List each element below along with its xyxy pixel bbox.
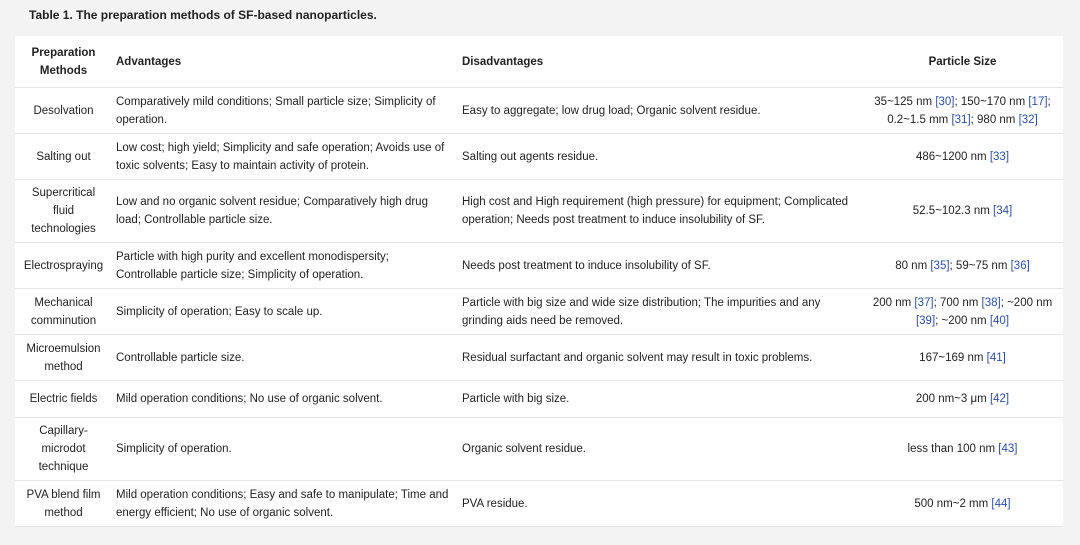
cell-disadvantages: Particle with big size and wide size distribution; The impurities and any grinding aids need be removed.: [456, 289, 862, 335]
reference-link[interactable]: [36]: [1010, 259, 1030, 272]
reference-link[interactable]: [32]: [1018, 113, 1038, 126]
table-caption: Table 1. The preparation methods of SF-based nanoparticles.: [29, 8, 377, 22]
size-text: 486~1200 nm: [915, 150, 990, 163]
table-row: [15, 180, 1063, 243]
cell-disadvantages: Salting out agents residue.: [456, 134, 862, 180]
reference-link[interactable]: [33]: [989, 150, 1010, 163]
cell-advantages: Controllable particle size.: [110, 335, 456, 381]
size-text: 500 nm~2 mm: [914, 497, 992, 510]
size-text: ; 0.2~1.5 mm: [887, 95, 1051, 126]
cell-method: Capillary-microdot technique: [15, 418, 110, 481]
cell-disadvantages: High cost and High requirement (high pressure) for equipment; Complicated operation; Needs post treatment to induce insolubility of SF.: [456, 180, 862, 243]
size-text: ; ~200 nm: [935, 314, 990, 327]
cell-method: Microemulsion method: [15, 335, 110, 381]
size-text: ; 150~170 nm: [954, 95, 1029, 108]
cell-method: Electric fields: [15, 381, 110, 418]
cell-method: Desolvation: [15, 88, 110, 134]
cell-particle-size: [862, 88, 1063, 134]
cell-advantages: Low and no organic solvent residue; Comparatively high drug load; Controllable particle size.: [110, 180, 456, 243]
size-text: ; 980 nm: [970, 113, 1019, 126]
cell-disadvantages: Easy to aggregate; low drug load; Organic solvent residue.: [456, 88, 862, 134]
table-row: [15, 381, 1063, 418]
cell-advantages: Simplicity of operation.: [110, 418, 456, 481]
reference-link[interactable]: [40]: [989, 314, 1010, 327]
size-text: 52.5~102.3 nm: [912, 205, 994, 217]
size-text: ; ~200 nm: [1000, 296, 1053, 309]
size-text: 200 nm~3 μm: [915, 393, 990, 405]
table-row: [15, 418, 1063, 481]
size-text: less than 100 nm: [907, 443, 999, 455]
cell-particle-size: [862, 335, 1063, 381]
size-text: 167~169 nm: [919, 351, 987, 364]
cell-particle-size: [862, 134, 1063, 180]
cell-particle-size: [862, 481, 1063, 527]
reference-link[interactable]: [39]: [915, 314, 936, 327]
cell-method: PVA blend film method: [15, 481, 110, 527]
cell-disadvantages: Residual surfactant and organic solvent may result in toxic problems.: [456, 335, 862, 381]
reference-link[interactable]: [34]: [993, 205, 1013, 217]
cell-advantages: Particle with high purity and excellent monodispersity; Controllable particle size; Simplicity of operation.: [110, 243, 456, 289]
reference-link[interactable]: [35]: [930, 259, 950, 272]
size-text: 200 nm: [872, 296, 915, 309]
cell-advantages: Mild operation conditions; Easy and safe to manipulate; Time and energy efficient; No use of organic solvent.: [110, 481, 456, 527]
cell-disadvantages: Particle with big size.: [456, 381, 862, 418]
cell-method: Electrospraying: [15, 243, 110, 289]
size-text: ; 59~75 nm: [949, 259, 1011, 272]
cell-disadvantages: Needs post treatment to induce insolubility of SF.: [456, 243, 862, 289]
table-row: [15, 289, 1063, 335]
header-disadvantages: Disadvantages: [456, 36, 862, 88]
cell-particle-size: [862, 180, 1063, 243]
table-container: [15, 36, 1063, 527]
cell-method: Supercritical fluid technologies: [15, 180, 110, 243]
reference-link[interactable]: [17]: [1028, 95, 1048, 108]
size-text: ; 700 nm: [933, 296, 982, 309]
table-row: [15, 335, 1063, 381]
header-advantages: Advantages: [110, 36, 456, 88]
reference-link[interactable]: [30]: [935, 95, 955, 108]
reference-link[interactable]: [38]: [981, 296, 1001, 309]
table-row: [15, 88, 1063, 134]
reference-link[interactable]: [37]: [914, 296, 934, 309]
header-row: [15, 36, 1063, 88]
preparation-methods-table: [15, 36, 1063, 527]
reference-link[interactable]: [31]: [951, 113, 971, 126]
reference-link[interactable]: [44]: [991, 497, 1011, 510]
header-particle-size: Particle Size: [862, 36, 1063, 88]
table-row: [15, 481, 1063, 527]
reference-link[interactable]: [41]: [986, 351, 1006, 364]
cell-advantages: Simplicity of operation; Easy to scale up.: [110, 289, 456, 335]
cell-particle-size: [862, 243, 1063, 289]
cell-disadvantages: Organic solvent residue.: [456, 418, 862, 481]
cell-particle-size: [862, 381, 1063, 418]
reference-link[interactable]: [42]: [989, 393, 1010, 405]
cell-method: Salting out: [15, 134, 110, 180]
cell-advantages: Mild operation conditions; No use of organic solvent.: [110, 381, 456, 418]
size-text: 35~125 nm: [874, 95, 936, 108]
size-text: 80 nm: [895, 259, 931, 272]
cell-disadvantages: PVA residue.: [456, 481, 862, 527]
header-method: Preparation Methods: [15, 36, 110, 88]
cell-particle-size: [862, 418, 1063, 481]
cell-advantages: Comparatively mild conditions; Small particle size; Simplicity of operation.: [110, 88, 456, 134]
table-row: [15, 134, 1063, 180]
table-row: [15, 243, 1063, 289]
cell-method: Mechanical comminution: [15, 289, 110, 335]
reference-link[interactable]: [43]: [998, 443, 1018, 455]
cell-particle-size: [862, 289, 1063, 335]
cell-advantages: Low cost; high yield; Simplicity and safe operation; Avoids use of toxic solvents; Easy to maintain activity of protein.: [110, 134, 456, 180]
